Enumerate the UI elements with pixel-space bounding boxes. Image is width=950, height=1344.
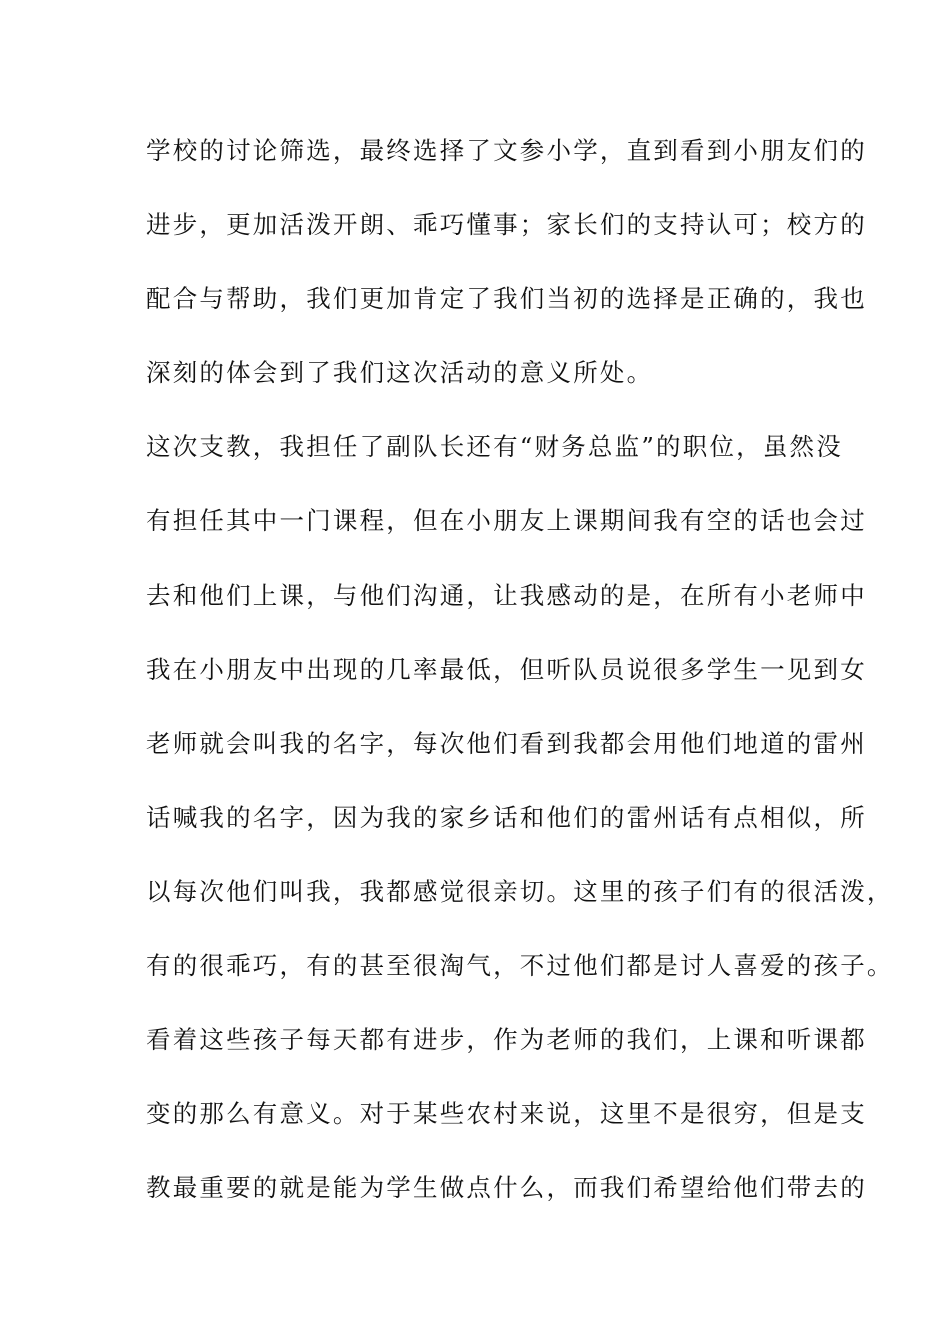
- text-line: 进步，更加活泼开朗、乖巧懂事；家长们的支持认可；校方的: [146, 210, 867, 239]
- text-line: 配合与帮助，我们更加肯定了我们当初的选择是正确的，我也: [146, 284, 867, 313]
- text-line: 变的那么有意义。对于某些农村来说，这里不是很穷，但是支: [146, 1099, 867, 1128]
- text-line: 学校的讨论筛选，最终选择了文参小学，直到看到小朋友们的: [146, 136, 867, 165]
- text-line: 教最重要的就是能为学生做点什么，而我们希望给他们带去的: [146, 1173, 867, 1202]
- text-line: 我在小朋友中出现的几率最低，但听队员说很多学生一见到女: [146, 655, 867, 684]
- text-line: 老师就会叫我的名字，每次他们看到我都会用他们地道的雷州: [146, 729, 867, 758]
- text-line: 以每次他们叫我，我都感觉很亲切。这里的孩子们有的很活泼，: [146, 877, 894, 906]
- text-line: 有担任其中一门课程，但在小朋友上课期间我有空的话也会过: [146, 506, 867, 535]
- text-line: 看着这些孩子每天都有进步，作为老师的我们，上课和听课都: [146, 1025, 867, 1054]
- text-line: 深刻的体会到了我们这次活动的意义所处。: [146, 358, 654, 387]
- text-line: 去和他们上课，与他们沟通，让我感动的是，在所有小老师中: [146, 581, 867, 610]
- text-line: 有的很乖巧，有的甚至很淘气，不过他们都是讨人喜爱的孩子。: [146, 951, 894, 980]
- text-line: 这次支教，我担任了副队长还有“财务总监”的职位，虽然没: [146, 432, 843, 461]
- text-line: 话喊我的名字，因为我的家乡话和他们的雷州话有点相似，所: [146, 803, 867, 832]
